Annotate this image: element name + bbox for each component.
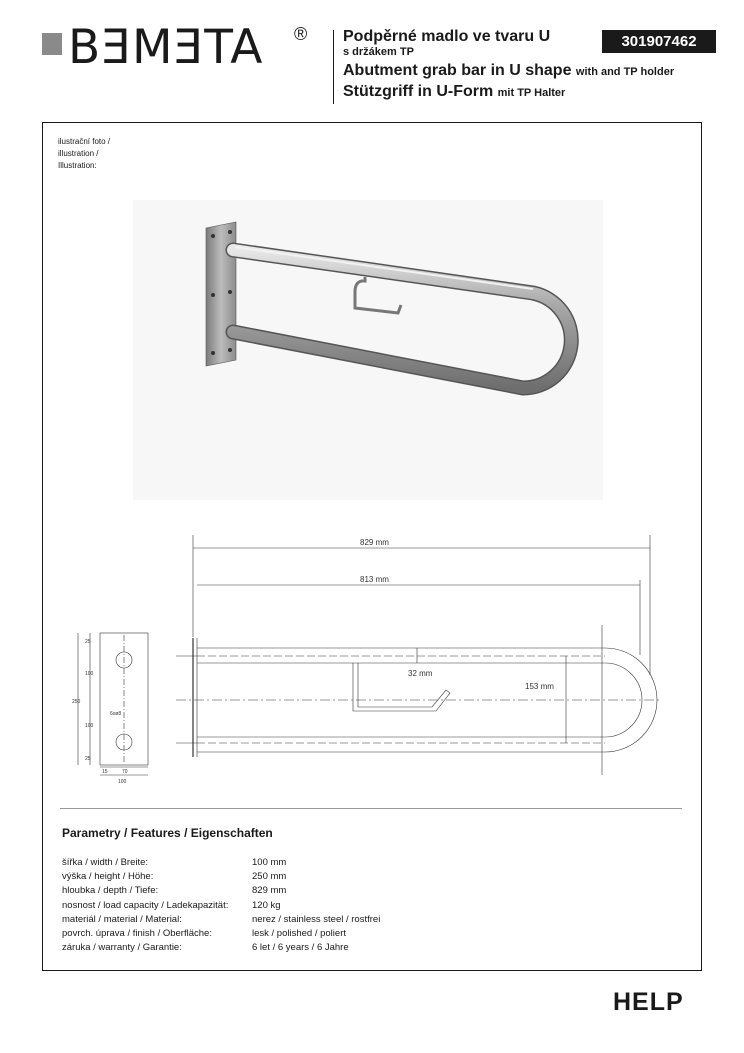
param-label: šířka / width / Breite: [62,857,149,868]
title-cz: Podpěrné madlo ve tvaru U [343,28,551,45]
plate-dim-100-top: 100 [85,671,94,677]
product-code-badge: 301907462 [602,30,716,53]
param-row [62,941,380,955]
param-label: hloubka / depth / Tiefe: [62,885,159,897]
illustration-note-en: illustration / [58,149,99,158]
param-row [62,913,380,927]
dim-153-label: 153 mm [525,682,554,691]
section-divider [60,808,682,809]
plate-dim-25-bottom: 25 [85,756,91,762]
dim-829-label: 829 mm [360,538,389,547]
subtitle-cz: s držákem TP [343,46,414,58]
illustration-note [58,136,110,172]
param-value: 829 mm [252,885,287,897]
title-en [343,61,703,82]
plate-dim-100-width: 100 [118,779,127,785]
plate-dim-holes: 6xø8 [110,711,122,717]
title-en-main: Abutment grab bar in U shape [343,62,572,79]
logo-square-icon [42,33,62,55]
param-row [62,884,380,898]
param-label: záruka / warranty / Garantie: [62,942,182,954]
param-value: nerez / stainless steel / rostfrei [252,913,381,925]
brand-logo [42,20,332,76]
title-de-suffix: mit TP Halter [497,87,566,99]
header-divider [333,30,334,104]
series-name: HELP [613,988,684,1016]
technical-drawing [60,535,690,790]
params-table [62,856,380,955]
param-row [62,870,380,884]
title-en-suffix: with and TP holder [575,66,675,78]
param-label: materiál / material / Material: [62,913,182,925]
param-value: lesk / polished / poliert [252,928,346,940]
title-de [343,82,703,103]
param-value: 6 let / 6 years / 6 Jahre [252,942,349,954]
plate-dim-70: 70 [122,769,128,775]
illustration-note-cz: ilustrační foto / [58,137,111,146]
logo-registered-mark: ® [294,24,308,44]
plate-dim-100-bottom: 100 [85,723,94,729]
plate-dim-25-top: 25 [85,639,91,645]
plate-dim-250: 250 [72,699,81,705]
photo-background [133,200,603,500]
param-value: 100 mm [252,857,287,868]
dim-32-label: 32 mm [408,669,433,678]
logo-text: BƎMƎTA [68,20,264,75]
param-value: 250 mm [252,871,287,883]
param-row [62,899,380,913]
params-title: Parametry / Features / Eigenschaften [62,826,273,840]
param-label: povrch. úprava / finish / Oberfläche: [62,928,212,940]
title-de-main: Stützgriff in U-Form [343,83,494,100]
param-value: 120 kg [252,899,281,911]
illustration-note-de: Illustration: [58,161,97,170]
param-row [62,856,380,870]
plate-dim-15: 15 [102,769,108,775]
dim-813-label: 813 mm [360,575,389,584]
tp-holder-drawing [353,663,450,711]
param-row [62,927,380,941]
param-label: výška / height / Höhe: [62,871,154,883]
param-label: nosnost / load capacity / Ladekapazität: [62,899,229,911]
product-photo [133,200,603,500]
